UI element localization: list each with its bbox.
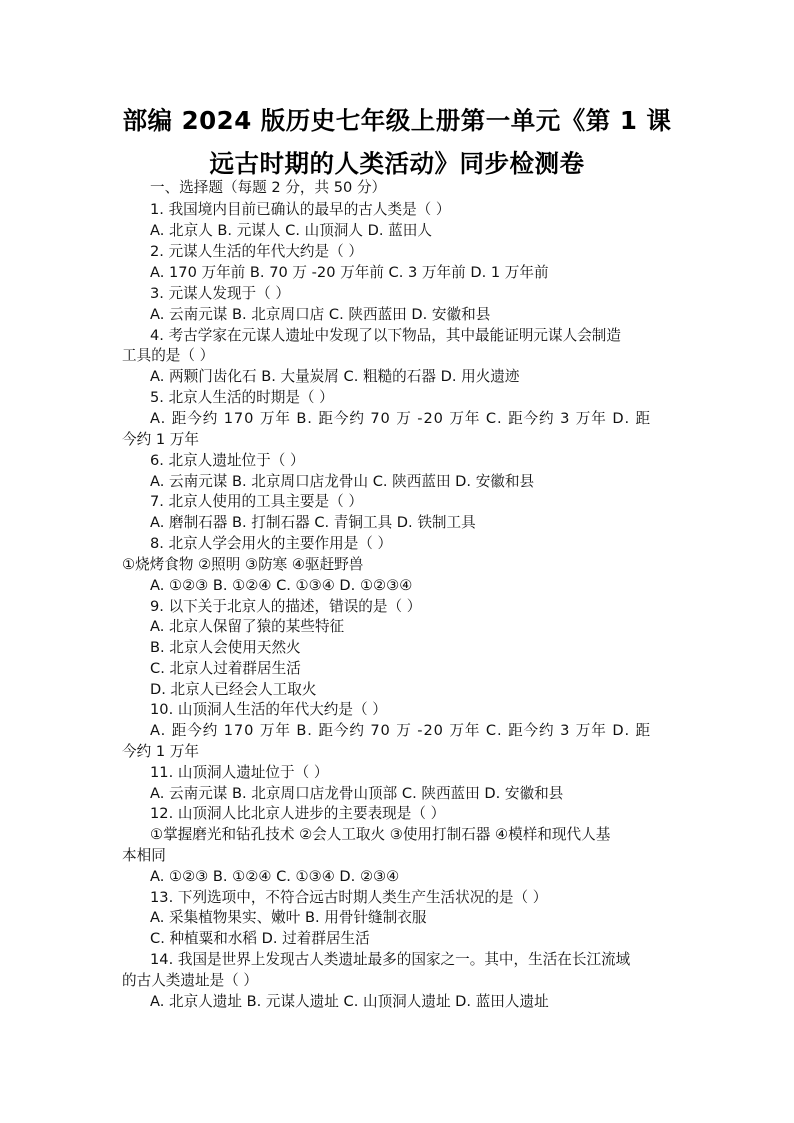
question-9-option-b: B. 北京人会使用天然火 <box>150 639 301 656</box>
question-7: 7. 北京人使用的工具主要是（ ） <box>150 493 363 510</box>
question-9-option-a: A. 北京人保留了猿的某些特征 <box>150 618 345 635</box>
question-14-options: A. 北京人遗址 B. 元谋人遗址 C. 山顶洞人遗址 D. 蓝田人遗址 <box>150 993 549 1010</box>
question-5-options-continued: 今约 1 万年 <box>122 431 199 448</box>
question-8-statements: ①烧烤食物 ②照明 ③防寒 ④驱赶野兽 <box>122 556 364 573</box>
question-10-options-continued: 今约 1 万年 <box>122 743 199 760</box>
question-3-options: A. 云南元谋 B. 北京周口店 C. 陕西蓝田 D. 安徽和县 <box>150 306 491 323</box>
question-4-continued: 工具的是（ ） <box>122 347 215 364</box>
section-heading: 一、选择题（每题 2 分，共 50 分） <box>150 179 387 196</box>
question-10-options: A. 距今约 170 万年 B. 距今约 70 万 -20 万年 C. 距今约 3 万年 D. 距 <box>150 722 652 739</box>
document-title-line-1: 部编 2024 版历史七年级上册第一单元《第 1 课 <box>122 106 672 135</box>
question-13: 13. 下列选项中，不符合远古时期人类生产生活状况的是（ ） <box>150 889 548 906</box>
question-6-options: A. 云南元谋 B. 北京周口店龙骨山 C. 陕西蓝田 D. 安徽和县 <box>150 473 535 490</box>
question-5: 5. 北京人生活的时期是（ ） <box>150 389 334 406</box>
question-9-option-c: C. 北京人过着群居生活 <box>150 660 301 677</box>
question-12-statements: ①掌握磨光和钻孔技术 ②会人工取火 ③使用打制石器 ④模样和现代人基 <box>150 826 611 843</box>
question-12-options: A. ①②③ B. ①②④ C. ①③④ D. ②③④ <box>150 868 400 885</box>
question-2: 2. 元谋人生活的年代大约是（ ） <box>150 243 363 260</box>
question-13-options-ab: A. 采集植物果实、嫩叶 B. 用骨针缝制衣服 <box>150 909 427 926</box>
question-4: 4. 考古学家在元谋人遗址中发现了以下物品，其中最能证明元谋人会制造 <box>150 327 621 344</box>
question-10: 10. 山顶洞人生活的年代大约是（ ） <box>150 701 387 718</box>
question-14-continued: 的古人类遗址是（ ） <box>122 972 258 989</box>
question-13-options-cd: C. 种植粟和水稻 D. 过着群居生活 <box>150 930 370 947</box>
question-8: 8. 北京人学会用火的主要作用是（ ） <box>150 535 393 552</box>
question-2-options: A. 170 万年前 B. 70 万 -20 万年前 C. 3 万年前 D. 1 万年前 <box>150 264 549 281</box>
question-1-options: A. 北京人 B. 元谋人 C. 山顶洞人 D. 蓝田人 <box>150 222 432 239</box>
question-4-options: A. 两颗门齿化石 B. 大量炭屑 C. 粗糙的石器 D. 用火遗迹 <box>150 368 520 385</box>
question-11: 11. 山顶洞人遗址位于（ ） <box>150 764 329 781</box>
question-8-options: A. ①②③ B. ①②④ C. ①③④ D. ①②③④ <box>150 577 413 594</box>
question-5-options: A. 距今约 170 万年 B. 距今约 70 万 -20 万年 C. 距今约 3 万年 D. 距 <box>150 410 652 427</box>
question-1: 1. 我国境内目前已确认的最早的古人类是（ ） <box>150 201 451 218</box>
question-11-options: A. 云南元谋 B. 北京周口店龙骨山顶部 C. 陕西蓝田 D. 安徽和县 <box>150 785 564 802</box>
question-3: 3. 元谋人发现于（ ） <box>150 285 290 302</box>
question-12-statements-continued: 本相同 <box>122 847 166 864</box>
document-title-line-2: 远古时期的人类活动》同步检测卷 <box>209 149 585 178</box>
question-7-options: A. 磨制石器 B. 打制石器 C. 青铜工具 D. 铁制工具 <box>150 514 476 531</box>
question-12: 12. 山顶洞人比北京人进步的主要表现是（ ） <box>150 805 446 822</box>
question-14: 14. 我国是世界上发现古人类遗址最多的国家之一。其中，生活在长江流域 <box>150 951 631 968</box>
question-6: 6. 北京人遗址位于（ ） <box>150 452 305 469</box>
question-9-option-d: D. 北京人已经会人工取火 <box>150 681 317 698</box>
question-9: 9. 以下关于北京人的描述，错误的是（ ） <box>150 598 422 615</box>
